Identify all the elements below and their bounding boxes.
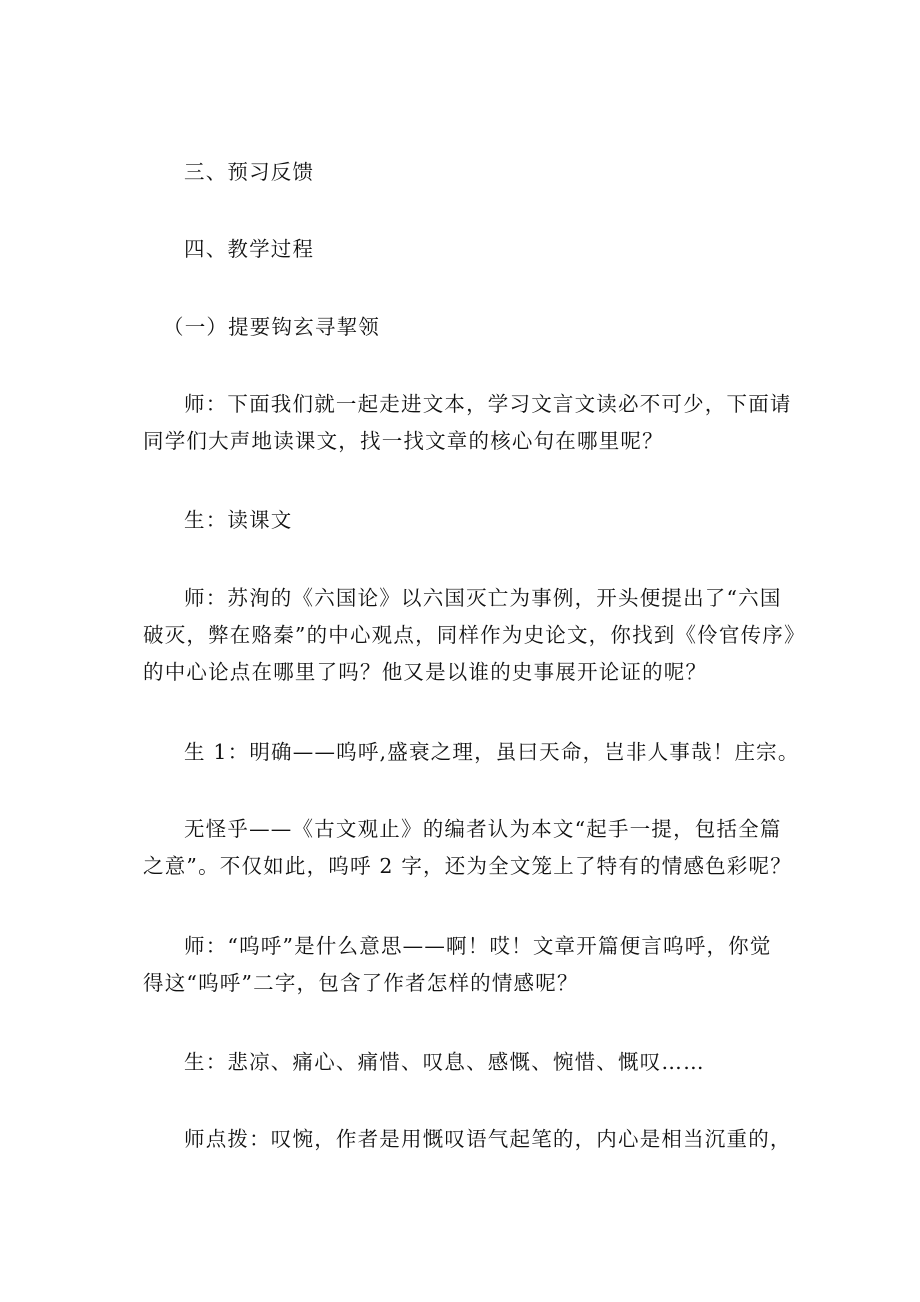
paragraph-teacher-guidance [143,1121,795,1158]
text-line: 破灭，弊在赂秦”的中心观点，同样作为史论文，你找到《伶官传序》 [143,623,806,647]
text-line: 得这“呜呼”二字，包含了作者怎样的情感呢？ [143,971,579,995]
text-line: 三、预习反馈 [184,160,315,184]
text-line: 师：“呜呼”是什么意思——啊！哎！文章开篇便言呜呼，你觉 [184,934,772,958]
paragraph-teacher-intro [143,386,795,460]
text-line: 同学们大声地读课文，找一找文章的核心句在哪里呢？ [143,429,664,453]
text-line: 师：苏洵的《六国论》以六国灭亡为事例，开头便提出了“六国 [184,586,782,610]
text-line: 师：下面我们就一起走进文本，学习文言文读必不可少，下面请 [184,392,792,416]
text-line: 师点拨：叹惋，作者是用慨叹语气起笔的，内心是相当沉重的， [184,1127,792,1151]
paragraph-commentary [143,811,795,885]
text-line: （一）提要钩玄寻挈领 [163,315,380,339]
text-line: 无怪乎——《古文观止》的编者认为本文“起手一提，包括全篇 [184,817,782,841]
text-line: 生：读课文 [184,508,293,532]
text-line: 之意”。不仅如此，呜呼 2 字，还为全文笼上了特有的情感色彩呢？ [143,854,792,878]
text-line: 四、教学过程 [184,237,315,261]
paragraph-student-emotions [143,1044,795,1081]
heading-preview-feedback [143,154,795,191]
heading-teaching-process [143,231,795,268]
text-line: 生：悲凉、痛心、痛惜、叹息、感慨、惋惜、慨叹…… [184,1050,705,1074]
text-line: 生 1：明确——呜呼,盛衰之理，虽曰天命，岂非人事哉！庄宗。 [184,740,800,764]
subheading-part-one [143,309,795,346]
paragraph-teacher-wuhu [143,928,795,1002]
paragraph-teacher-question [143,580,806,691]
paragraph-student-reading [143,502,795,539]
text-line: 的中心论点在哪里了吗？他又是以谁的史事展开论证的呢？ [143,660,708,684]
paragraph-student-answer-1 [143,734,800,771]
